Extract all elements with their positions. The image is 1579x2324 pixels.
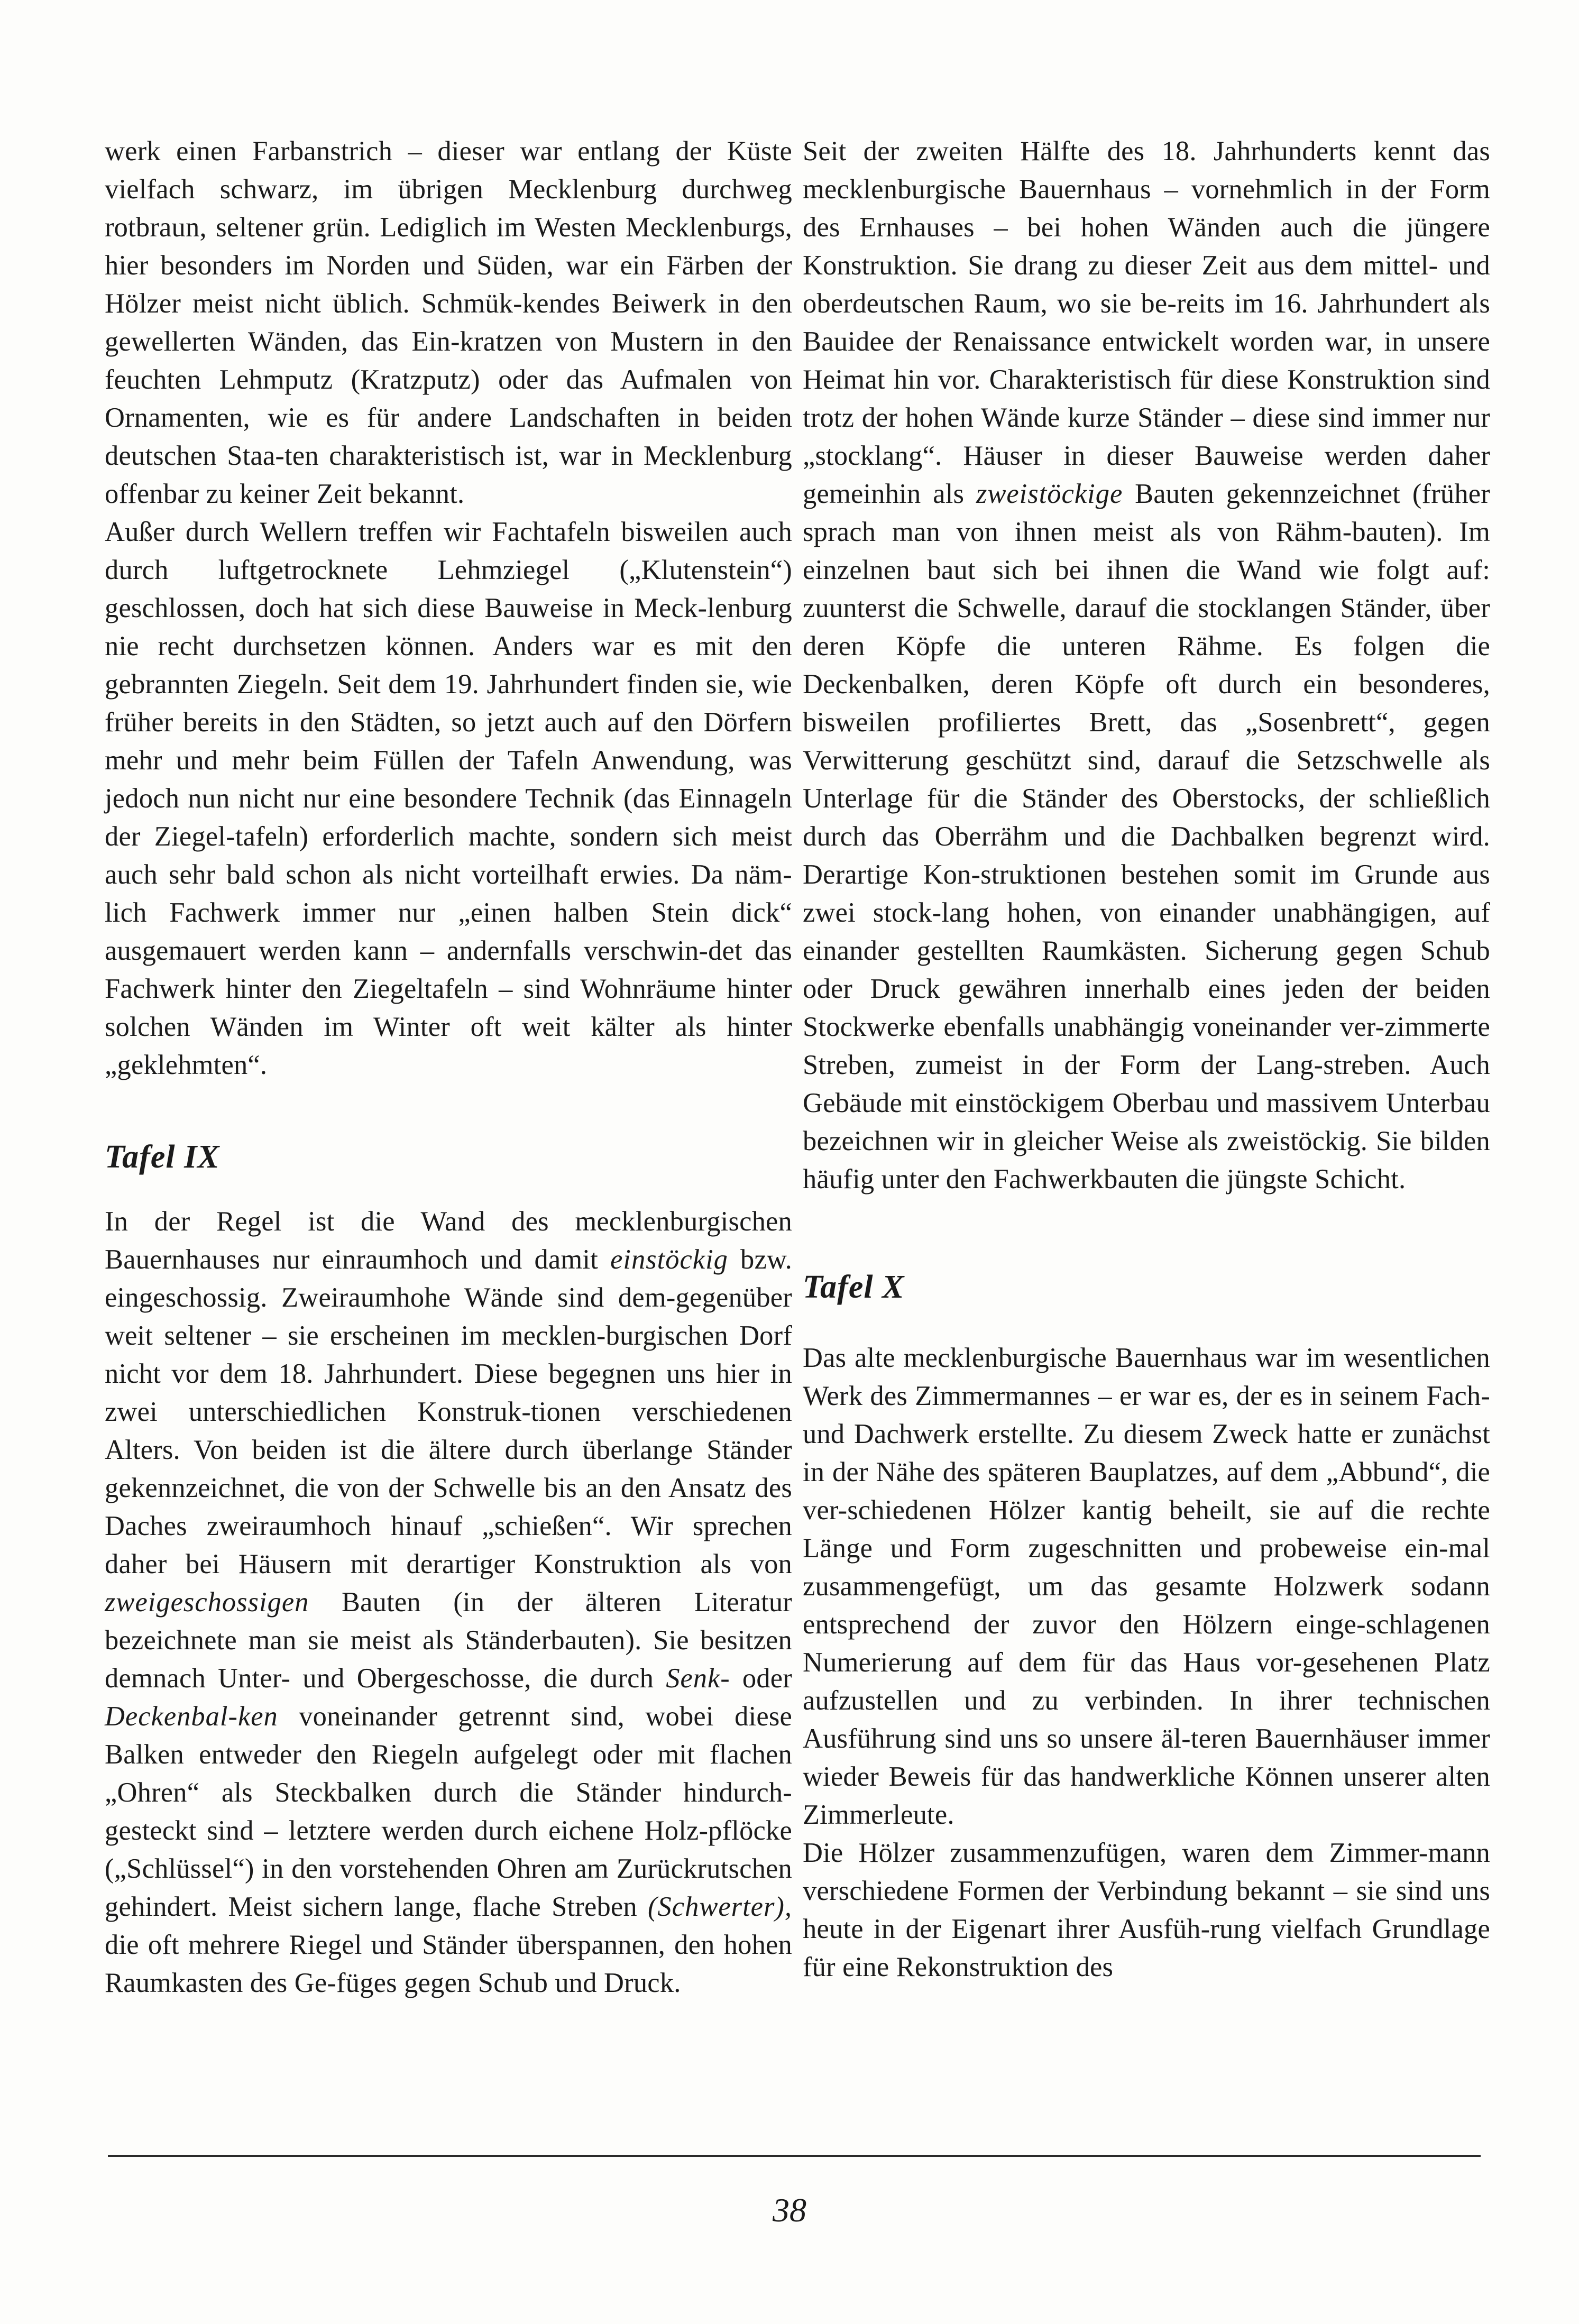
emphasis: Senk- <box>666 1663 730 1694</box>
emphasis: zweistöckige <box>976 479 1123 509</box>
paragraph: Außer durch Wellern treffen wir Fachtafeln bisweilen auch durch luftgetrocknete Lehmziegel („Klutenstein“) geschlossen, doch hat sich diese Bauweise in Meck-lenburg nie recht durchsetzen können. Anders war es mit den gebrannten Ziegeln. Seit dem 19. Jahrhundert finden sie, wie früher bereits in den Städten, so jetzt auch auf den Dörfern mehr und mehr beim Füllen der Tafeln Anwendung, was jedoch nun nicht nur eine besondere Technik (das Einnageln der Ziegel-tafeln) erforderlich machte, sondern sich meist auch sehr bald schon als nicht vorteilhaft erwies. Da näm-lich Fachwerk immer nur „einen halben Stein dick“ ausgemauert werden kann – andernfalls verschwin-det das Fachwerk hinter den Ziegeltafeln – sind Wohnräume hinter solchen Wänden im Winter oft weit kälter als hinter „geklehmten“. <box>105 517 792 1080</box>
emphasis: einstöckig <box>610 1244 728 1275</box>
emphasis: zweigeschossigen <box>105 1587 309 1618</box>
section-heading: Tafel IX <box>105 1139 220 1175</box>
paragraph: Das alte mecklenburgische Bauernhaus war im wesentlichen Werk des Zimmermannes – er war es, der es in seinem Fach- und Dachwerk erstellte. Zu diesem Zweck hatte er zunächst in der Nähe des späteren Bauplatzes, auf dem „Abbund“, die ver-schiedenen Hölzer kantig beheilt, sie auf die rechte Länge und Form zugeschnitten und probeweise ein-mal zusammengefügt, um das gesamte Holzwerk sodann entsprechend der zuvor den Hölzern einge-schlagenen Numerierung auf dem für das Haus vor-gesehenen Platz aufzustellen und zu verbinden. In ihrer technischen Ausführung sind uns so unsere äl-teren Bauernhäuser immer wieder Beweis für das handwerkliche Können unserer alten Zimmerleute. <box>803 1343 1490 1830</box>
text-run: voneinander getrennt sind, wobei diese Balken entweder den Riegeln aufgelegt oder mit flachen „Ohren“ als Steckbalken durch die Ständer hindurch-gesteckt sind – letztere werden durch eichene Holz-pflöcke („Schlüssel“) in den vorstehenden Ohren am Zurückrutschen gehindert. Meist sichern lange, flache Streben <box>105 1701 792 1922</box>
emphasis: Deckenbal-ken <box>105 1701 278 1732</box>
text-run: bzw. eingeschossig. Zweiraumhohe Wände sind dem-gegenüber weit seltener – sie erscheinen im mecklen-burgischen Dorf nicht vor dem 18. Jahrhundert. Diese begegnen uns hier in zwei unterschiedlichen Konstruk-tionen verschiedenen Alters. Von beiden ist die ältere durch überlange Ständer gekennzeichnet, die von der Schwelle bis an den Ansatz des Daches zweiraumhoch hinauf „schießen“. Wir sprechen daher bei Häusern mit derartiger Konstruktion als von <box>105 1244 792 1579</box>
paragraph <box>105 1202 792 2002</box>
paragraph <box>803 132 1490 1198</box>
paragraph: werk einen Farbanstrich – dieser war entlang der Küste vielfach schwarz, im übrigen Mecklenburg durchweg rotbraun, seltener grün. Lediglich im Westen Mecklenburgs, hier besonders im Norden und Süden, war ein Färben der Hölzer meist nicht üblich. Schmük-kendes Beiwerk in den gewellerten Wänden, das Ein-kratzen von Mustern in den feuchten Lehmputz (Kratzputz) oder das Aufmalen von Ornamenten, wie es für andere Landschaften in beiden deutschen Staa-ten charakteristisch ist, war in Mecklenburg offenbar zu keiner Zeit bekannt. <box>105 136 792 509</box>
footer-rule <box>108 2155 1481 2157</box>
text-run: In der Regel ist die Wand des mecklenburgischen Bauernhauses nur einraumhoch und damit <box>105 1206 792 1275</box>
text-run: Bauten (in der älteren Literatur bezeichnete man sie meist als Ständerbauten). Sie besitzen demnach Unter- und Obergeschosse, die durch <box>105 1587 792 1694</box>
emphasis: (Schwerter), <box>648 1891 792 1922</box>
page-number: 38 <box>773 2191 806 2229</box>
left-column <box>105 132 792 2002</box>
text-run: oder <box>730 1663 792 1694</box>
right-column <box>803 132 1490 1986</box>
text-run: die oft mehrere Riegel und Ständer überspannen, den hohen Raumkasten des Ge-füges gegen Schub und Druck. <box>105 1930 792 1998</box>
text-run: Bauten gekennzeichnet (früher sprach man von ihnen meist als von Rähm-bauten). Im einzelnen baut sich bei ihnen die Wand wie folgt auf: zuunterst die Schwelle, darauf die stocklangen Ständer, über deren Köpfe die unteren Rähme. Es folgen die Deckenbalken, deren Köpfe oft durch ein besonderes, bisweilen profiliertes Brett, das „Sosenbrett“, gegen Verwitterung geschützt sind, darauf die Setzschwelle als Unterlage für die Ständer des Oberstocks, der schließlich durch das Oberrähm und die Dachbalken begrenzt wird. Derartige Kon-struktionen bestehen somit im Grunde aus zwei stock-lang hohen, von einander unabhängigen, auf einander gestellten Raumkästen. Sicherung gegen Schub oder Druck gewähren innerhalb eines jeden der beiden Stockwerke ebenfalls unabhängig voneinander ver-zimmerte Streben, zumeist in der Form der Lang-streben. Auch Gebäude mit einstöckigem Oberbau und massivem Unterbau bezeichnen wir in gleicher Weise als zweistöckig. Sie bilden häufig unter den Fachwerkbauten die jüngste Schicht. <box>803 479 1490 1195</box>
paragraph: Die Hölzer zusammenzufügen, waren dem Zimmer-mann verschiedene Formen der Verbindung bekannt – sie sind uns heute in der Eigenart ihrer Ausfüh-rung vielfach Grundlage für eine Rekonstruktion des <box>803 1838 1490 1982</box>
text-run: Seit der zweiten Hälfte des 18. Jahrhunderts kennt das mecklenburgische Bauernhaus – vornehmlich in der Form des Ernhauses – bei hohen Wänden auch die jüngere Konstruktion. Sie drang zu dieser Zeit aus dem mittel- und oberdeutschen Raum, wo sie be-reits im 16. Jahrhundert als Bauidee der Renaissance entwickelt worden war, in unsere Heimat hin vor. Charakteristisch für diese Konstruktion sind trotz der hohen Wände kurze Ständer – diese sind immer nur „stocklang“. Häuser in dieser Bauweise werden daher gemeinhin als <box>803 136 1490 509</box>
section-heading: Tafel X <box>803 1269 905 1305</box>
